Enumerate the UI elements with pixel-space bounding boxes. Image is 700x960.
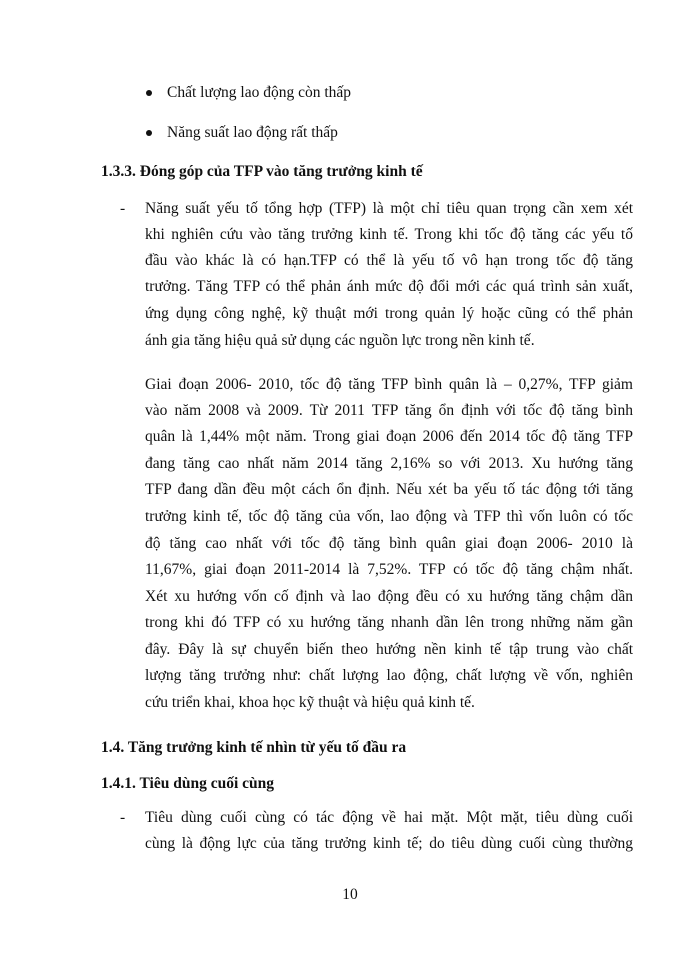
paragraph-line: khi nghiên cứu vào tăng trưởng kinh tế. Trong khi tốc độ tăng các yếu tố [145, 226, 633, 243]
bullet-item: Năng suất lao động rất thấp [167, 124, 338, 141]
section-heading-1-4-1: 1.4.1. Tiêu dùng cuối cùng [101, 775, 274, 792]
dash-marker: - [120, 809, 126, 826]
paragraph-line: trưởng kinh tế, tốc độ tăng của vốn, lao động và TFP thì vốn luôn có tốc [145, 508, 633, 525]
bullet-dot-icon [146, 90, 152, 96]
paragraph-line: quân là 1,44% một năm. Trong giai đoạn 2006 đến 2014 tốc độ tăng TFP [145, 428, 633, 445]
paragraph-line: đầu vào khác là có hạn.TFP có thể là yếu tố vô hạn trong tốc độ tăng [145, 252, 633, 269]
paragraph-line: ánh gia tăng hiệu quả sử dụng các nguồn lực trong nền kinh tế. [145, 332, 535, 349]
section-heading-1-3-3: 1.3.3. Đóng góp của TFP vào tăng trưởng kinh tế [101, 163, 423, 180]
paragraph-line: vào năm 2008 và 2009. Từ 2011 TFP tăng ổn định với tốc độ tăng bình [145, 402, 633, 419]
paragraph-line: Tiêu dùng cuối cùng có tác động về hai mặt. Một mặt, tiêu dùng cuối [145, 809, 633, 826]
paragraph-line: Xét xu hướng vốn cố định và lao động đều có xu hướng tăng chậm dần [145, 588, 633, 605]
dash-marker: - [120, 200, 126, 217]
paragraph-line: Năng suất yếu tố tổng hợp (TFP) là một chỉ tiêu quan trọng cần xem xét [145, 200, 633, 217]
paragraph-line: đây. Đây là sự chuyển biến theo hướng nền kinh tế tập trung vào chất [145, 641, 633, 658]
bullet-dot-icon [146, 130, 152, 136]
paragraph-line: 11,67%, giai đoạn 2011-2014 là 7,52%. TFP có tốc độ tăng chậm nhất. [145, 561, 633, 578]
paragraph-line: đang tăng cao nhất năm 2014 tăng 2,16% so với 2013. Xu hướng tăng [145, 455, 633, 472]
paragraph-line: độ tăng cao nhất với tốc độ tăng bình quân giai đoạn 2006- 2010 là [145, 535, 633, 552]
paragraph-line: ứng dụng công nghệ, kỹ thuật mới trong quản lý hoặc cũng có thể phản [145, 305, 633, 322]
paragraph-line: TFP đang dần đều một cách ổn định. Nếu xét ba yếu tố tác động tới tăng [145, 481, 633, 498]
paragraph-line: cùng là động lực của tăng trưởng kinh tế; do tiêu dùng cuối cùng thường [145, 835, 633, 852]
bullet-item: Chất lượng lao động còn thấp [167, 84, 352, 101]
paragraph-line: Giai đoạn 2006- 2010, tốc độ tăng TFP bình quân là – 0,27%, TFP giảm [145, 376, 633, 393]
paragraph-line: trưởng. Tăng TFP có thể phản ánh mức độ đổi mới các quá trình sản xuất, [145, 278, 633, 295]
paragraph-line: cứu triển khai, khoa học kỹ thuật và hiệu quả kinh tế. [145, 694, 475, 711]
paragraph-line: lượng tăng trưởng như: chất lượng lao động, chất lượng về vốn, nghiên [145, 667, 633, 684]
section-heading-1-4: 1.4. Tăng trưởng kinh tế nhìn từ yếu tố đầu ra [101, 739, 407, 756]
page-number: 10 [342, 886, 358, 903]
paragraph-line: trong khi đó TFP có xu hướng tăng nhanh dần lên trong những năm gần [145, 614, 633, 631]
